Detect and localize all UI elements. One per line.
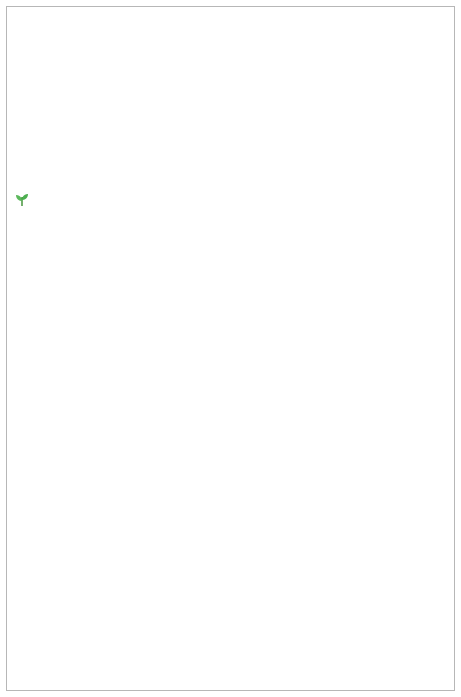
prep-header (14, 192, 34, 208)
page-frame (6, 6, 455, 691)
leaf-icon (14, 192, 30, 208)
